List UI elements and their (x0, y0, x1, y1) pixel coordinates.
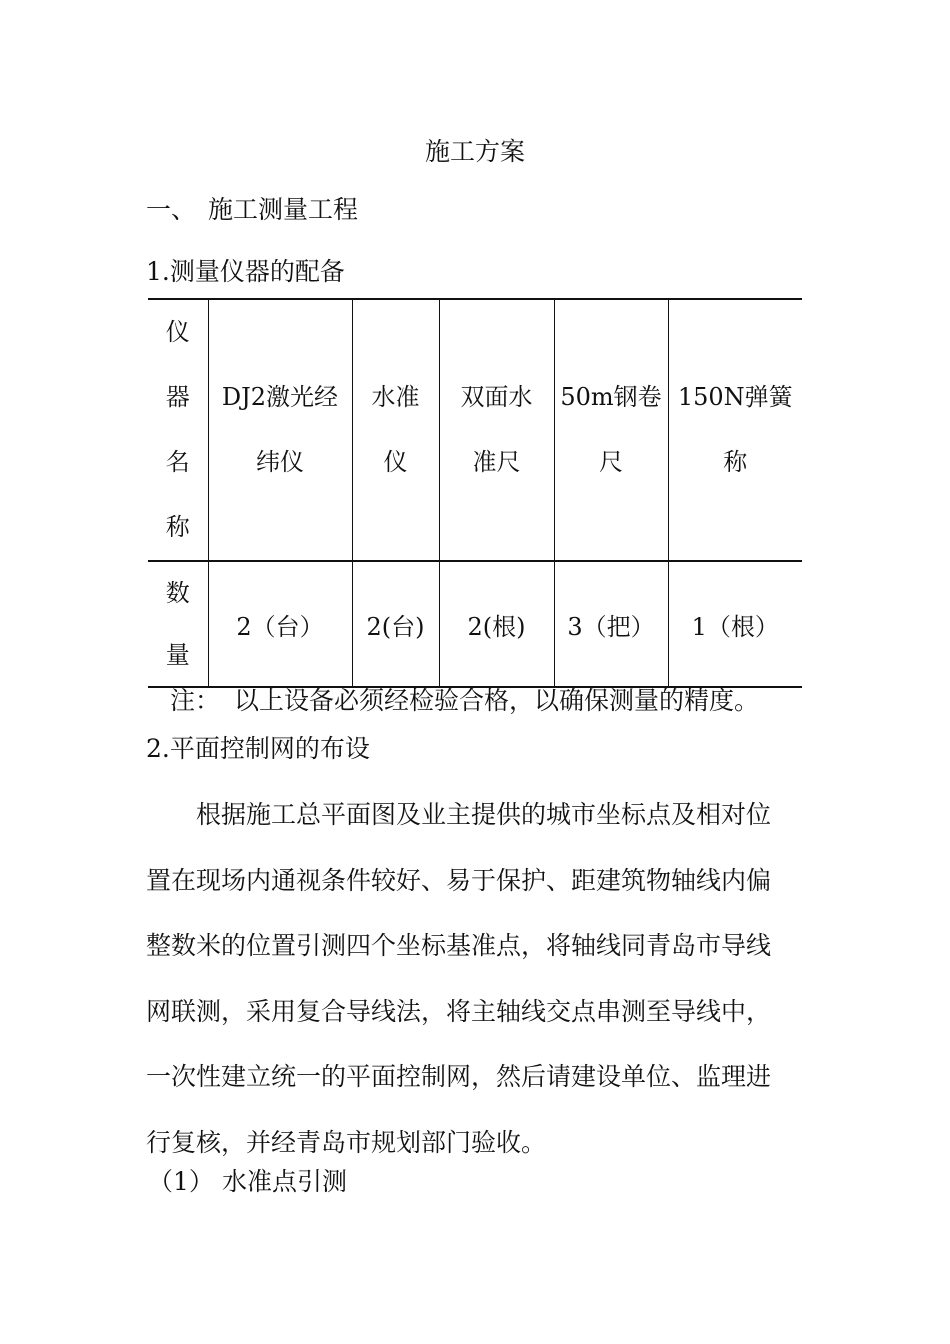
section-number: 一、 (146, 195, 197, 224)
row-header-name (148, 299, 208, 561)
cell-line: 水准 (371, 383, 420, 411)
paragraph-line: 网联测，采用复合导线法，将主轴线交点串测至导线中， (146, 996, 772, 1026)
table-cell: 3（把） (554, 561, 668, 687)
paragraph-line: 根据施工总平面图及业主提供的城市坐标点及相对位 (196, 800, 772, 829)
section-title: 施工测量工程 (208, 195, 359, 224)
paragraph-line: 行复核，并经青岛市规划部门验收。 (146, 1127, 547, 1157)
cell-line: 纬仪 (256, 448, 304, 476)
sub-number: （1） (148, 1167, 214, 1196)
paragraph-line: 整数米的位置引测四个坐标基准点，将轴线同青岛市导线 (146, 931, 772, 960)
paragraph-line: 一次性建立统一的平面控制网，然后请建设单位、监理进 (146, 1062, 772, 1091)
paragraph-line: 置在现场内通视条件较好、易于保护、距建筑物轴线内偏 (146, 865, 772, 895)
section-heading-1 (146, 194, 358, 226)
cell-line: 仪 (383, 448, 408, 476)
note-label: 注： (170, 686, 221, 715)
table-cell (439, 299, 554, 561)
subheading-control-network: 2.平面控制网的布设 (146, 734, 370, 763)
header-char: 仪 (165, 318, 190, 346)
cell-line: 150N弹簧 (677, 383, 793, 411)
table-cell: 2（台） (208, 561, 352, 687)
sub-title: 水准点引测 (222, 1167, 348, 1196)
cell-line: DJ2激光经 (221, 383, 339, 411)
header-char: 器 (165, 383, 190, 411)
subheading-instruments: 1.测量仪器的配备 (146, 257, 345, 286)
cell-line: 50m钢卷 (560, 383, 662, 411)
table-cell: 2(台) (352, 561, 439, 687)
table-row-quantity (148, 561, 802, 687)
table-cell (352, 299, 439, 561)
cell-line: 准尺 (472, 448, 521, 476)
table-cell: 1（根） (668, 561, 802, 687)
cell-line: 称 (723, 448, 748, 476)
subheading-benchmark (148, 1166, 347, 1198)
table-cell (554, 299, 668, 561)
note-text: 以上设备必须经检验合格，以确保测量的精度。 (234, 686, 760, 715)
cell-line: 尺 (599, 448, 623, 476)
header-char: 量 (165, 641, 190, 669)
header-char: 数 (165, 579, 190, 607)
table-row-names (148, 299, 802, 561)
cell-line: 双面水 (460, 383, 533, 411)
row-header-quantity (148, 561, 208, 687)
page-title: 施工方案 (424, 137, 525, 166)
table-note (170, 685, 759, 717)
instrument-table (148, 298, 802, 688)
table-cell: 2(根) (439, 561, 554, 687)
body-paragraph (146, 782, 796, 1175)
header-char: 称 (165, 513, 190, 541)
header-char: 名 (165, 448, 190, 476)
table-cell (668, 299, 802, 561)
table-cell (208, 299, 352, 561)
